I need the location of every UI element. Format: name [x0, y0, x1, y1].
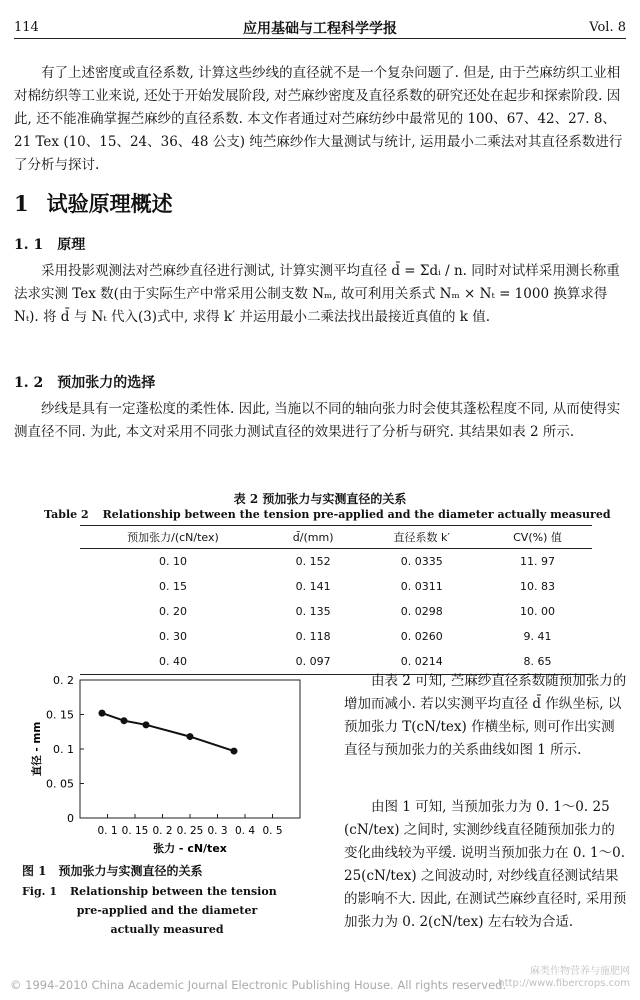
table-cell: 0. 0311 [400, 580, 443, 593]
col-header-coefficient: 直径系数 k′ [360, 526, 483, 549]
x-tick-label: 0. 1 [97, 825, 118, 837]
section-1-1-paragraph: 采用投影观测法对苎麻纱直径进行测试, 计算实测平均直径 d̄ = Σdᵢ / n. 同时对试样采用测长称重法求实测 Tex 数(由于实际生产中常采用公制支数 Nₘ, 故可利用关系式 Nₘ × Nₜ = 1000 换算求得 Nₜ). 将 d̄ 与 Nₜ 代入(3)式中, 求得 k′ 并运用最小二乘法找出最接近真值的 k 值. [14, 263, 620, 325]
table-2-caption-en-text: Relationship between the tension pre-applied and the diameter actually measured [102, 508, 611, 521]
table-cell: 0. 20 [158, 605, 187, 618]
figure-1-caption-en [22, 882, 312, 939]
table-2 [80, 525, 592, 675]
table-cell: 0. 30 [158, 630, 187, 643]
table-cell: 0. 10 [158, 555, 187, 568]
section-1-2-heading [14, 372, 155, 392]
right-column-paragraph-2: 由图 1 可知, 当预加张力为 0. 1～0. 25 (cN/tex) 之间时, 实测纱线直径随预加张力的变化曲线较为平缓. 说明当预加张力在 0. 1～0. 25(cN/tex) 之间波动时, 对纱线直径测试结果的影响不大. 因此, 在测试苎麻纱直径时, 采用预加张力为 0. 2(cN/tex) 左右较为合适. [344, 799, 627, 930]
figure-1-chart [10, 668, 320, 858]
figure-1-caption-en-line1: Relationship between the tension [70, 885, 277, 898]
section-1-1-number: 1. 1 [14, 237, 44, 253]
page-header [14, 8, 626, 39]
table-header-row [80, 526, 592, 549]
x-tick-label: 0. 4 [234, 825, 256, 837]
figure-1-label-en: Fig. 1 [22, 885, 57, 898]
data-point [187, 733, 194, 740]
figure-1-caption-cn-text: 预加张力与实测直径的关系 [58, 864, 203, 878]
y-tick-label: 0. 15 [46, 708, 74, 722]
data-point [143, 721, 150, 728]
right-column-paragraph-1: 由表 2 可知, 苎麻纱直径系数随预加张力的增加而减小. 若以实测平均直径 d̄ 作纵坐标, 以预加张力 T(cN/tex) 作横坐标, 则可作出实测直径与预加张力的关系曲线如图 1 所示. [344, 673, 627, 758]
table-cell: 0. 0214 [360, 649, 483, 675]
section-1-1-title: 原理 [57, 237, 86, 253]
x-tick-label: 0. 15 [121, 825, 149, 837]
watermark-line-1: 麻类作物营养与施肥网 [530, 966, 630, 977]
page-number: 114 [14, 20, 39, 35]
table-cell: 0. 152 [295, 555, 331, 568]
table-row [80, 599, 592, 624]
y-tick-label: 0. 05 [46, 777, 74, 791]
section-1-1-heading [14, 234, 85, 254]
section-1-heading [14, 188, 173, 218]
table-cell: 0. 141 [295, 580, 331, 593]
figure-1-caption-en-line3: actually measured [110, 923, 224, 936]
col-header-cv: CV(%) 值 [483, 526, 592, 549]
table-cell: 0. 15 [158, 580, 187, 593]
table-cell: 9. 41 [523, 630, 552, 643]
intro-paragraph: 有了上述密度或直径系数, 计算这些纱线的直径就不是一个复杂问题了. 但是, 由于苎麻纺织工业相对棉纺织等工业来说, 还处于开始发展阶段, 对苎麻纱密度及直径系数的研究还处在起步和探索阶段. 因此, 还不能准确掌握苎麻纱的直径系数. 本文作者通过对苎麻纺纱中最常见的 100、67、42、27. 8、21 Tex (10、15、24、36、48 公支) 纯苎麻纱作大量测试与统计, 运用最小二乘法对其直径系数进行了分析与探讨. [14, 65, 623, 173]
y-tick-label: 0. 2 [53, 674, 74, 687]
plot-frame [80, 680, 300, 818]
figure-1-caption-en-line2: pre-applied and the diameter [76, 904, 258, 917]
table-cell: 10. 83 [520, 580, 555, 593]
table-2-caption-en [44, 508, 611, 521]
volume-label: Vol. 8 [589, 20, 626, 35]
data-point [231, 748, 238, 755]
table-cell: 0. 0260 [400, 630, 443, 643]
table-cell: 0. 118 [295, 630, 331, 643]
col-header-tension: 预加张力/(cN/tex) [80, 526, 266, 549]
section-1-2-paragraph: 纱线是具有一定蓬松度的柔性体. 因此, 当施以不同的轴向张力时会使其蓬松程度不同, 从而使得实测直径不同. 为此, 本文对采用不同张力测试直径的效果进行了分析与研究. 其结果如表 2 所示. [14, 401, 621, 440]
section-1-2-title: 预加张力的选择 [57, 375, 156, 391]
table-2-caption-cn: 表 2 预加张力与实测直径的关系 [233, 492, 407, 506]
section-1-title: 试验原理概述 [46, 191, 173, 216]
table-cell: 10. 00 [520, 605, 555, 618]
section-1-2-number: 1. 2 [14, 375, 44, 391]
table-cell: 8. 65 [483, 649, 592, 675]
x-axis-label: 张力 - cN/tex [153, 842, 227, 855]
site-watermark [498, 966, 630, 990]
x-tick-label: 0. 2 [152, 825, 173, 837]
section-1-number: 1 [14, 191, 29, 216]
table-cell: 0. 40 [80, 649, 266, 675]
col-header-diameter: d̄/(mm) [266, 526, 361, 549]
copyright-footer: © 1994-2010 China Academic Journal Electronic Publishing House. All rights reserved. [10, 978, 507, 992]
table-cell: 0. 135 [295, 605, 331, 618]
data-point [99, 710, 106, 717]
y-tick-label: 0. 1 [53, 743, 74, 756]
data-point [121, 717, 128, 724]
figure-1-caption-cn [22, 862, 203, 879]
x-tick-label: 0. 25 [176, 825, 204, 837]
y-axis-label: 直径 - mm [31, 721, 43, 777]
journal-title: 应用基础与工程科学学报 [243, 21, 397, 37]
x-tick-label: 0. 3 [207, 825, 228, 837]
table-cell: 0. 0298 [400, 605, 443, 618]
figure-1-label-cn: 图 1 [22, 864, 47, 878]
table-cell: 11. 97 [520, 555, 555, 568]
table-2-label-en: Table 2 [44, 508, 89, 521]
watermark-line-2: http://www.fibercrops.com [498, 978, 630, 989]
table-cell: 0. 097 [266, 649, 361, 675]
table-row [80, 624, 592, 649]
table-row [80, 574, 592, 599]
table-row [80, 549, 592, 575]
y-tick-label: 0 [67, 812, 74, 825]
table-cell: 0. 0335 [400, 555, 443, 568]
x-tick-label: 0. 5 [262, 825, 283, 837]
